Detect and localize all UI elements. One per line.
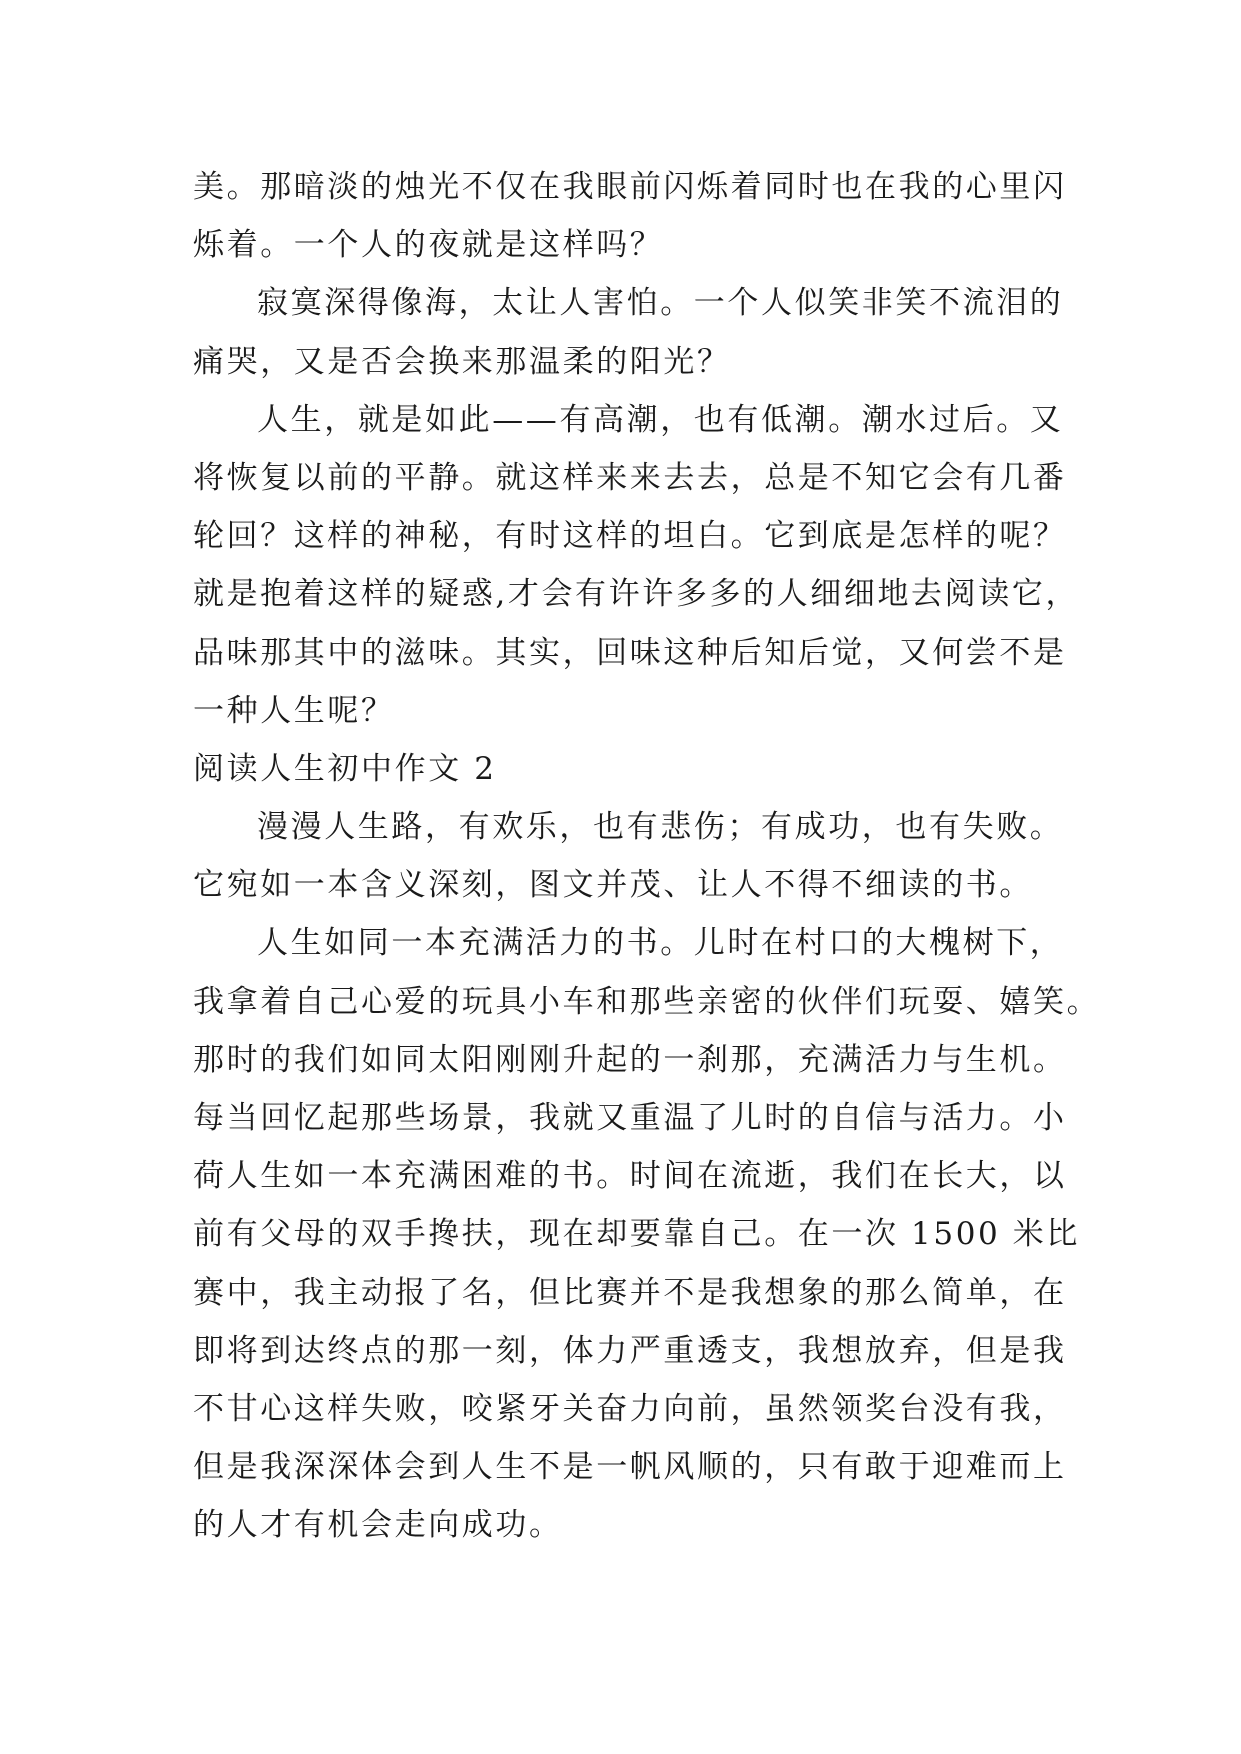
text-line: 烁着。一个人的夜就是这样吗？ bbox=[193, 227, 664, 264]
text-line: 痛哭，又是否会换来那温柔的阳光？ bbox=[193, 343, 731, 380]
text-line: 就是抱着这样的疑惑,才会有许许多多的人细细地去阅读它， bbox=[193, 576, 1080, 613]
text-line: 的人才有机会走向成功。 bbox=[193, 1507, 563, 1544]
text-line: 它宛如一本含义深刻，图文并茂、让人不得不细读的书。 bbox=[193, 867, 1033, 904]
text-line: 人生如同一本充满活力的书。儿时在村口的大槐树下， bbox=[257, 925, 1064, 962]
text-line: 将恢复以前的平静。就这样来来去去，总是不知它会有几番 bbox=[193, 459, 1067, 496]
text-line: 轮回？这样的神秘，有时这样的坦白。它到底是怎样的呢？ bbox=[193, 518, 1067, 555]
document-body bbox=[193, 158, 1101, 1555]
text-line: 每当回忆起那些场景，我就又重温了儿时的自信与活力。小 bbox=[193, 1100, 1067, 1136]
text-line: 品味那其中的滋味。其实，回味这种后知后觉，又何尝不是 bbox=[193, 634, 1067, 671]
text-line: 荷人生如一本充满困难的书。时间在流逝，我们在长大，以 bbox=[193, 1158, 1067, 1195]
section-heading: 阅读人生初中作文 2 bbox=[193, 750, 497, 787]
text-line: 寂寞深得像海，太让人害怕。一个人似笑非笑不流泪的 bbox=[257, 285, 1064, 322]
text-line: 赛中，我主动报了名，但比赛并不是我想象的那么简单，在 bbox=[193, 1274, 1067, 1311]
text-line: 不甘心这样失败，咬紧牙关奋力向前，虽然领奖台没有我， bbox=[193, 1390, 1067, 1427]
text-line: 即将到达终点的那一刻，体力严重透支，我想放弃，但是我 bbox=[193, 1332, 1067, 1369]
text-line: 美。那暗淡的烛光不仅在我眼前闪烁着同时也在我的心里闪 bbox=[193, 169, 1067, 205]
text-line: 前有父母的双手搀扶，现在却要靠自己。在一次 1500 米比 bbox=[193, 1216, 1080, 1253]
text-line: 人生，就是如此——有高潮，也有低潮。潮水过后。又 bbox=[257, 401, 1064, 438]
text-line: 那时的我们如同太阳刚刚升起的一刹那，充满活力与生机。 bbox=[193, 1041, 1067, 1078]
text-line: 但是我深深体会到人生不是一帆风顺的，只有敢于迎难而上 bbox=[193, 1449, 1067, 1486]
text-line: 我拿着自己心爱的玩具小车和那些亲密的伙伴们玩耍、嬉笑。 bbox=[193, 983, 1101, 1020]
text-line: 一种人生呢？ bbox=[193, 692, 395, 729]
text-line: 漫漫人生路，有欢乐，也有悲伤；有成功，也有失败。 bbox=[257, 809, 1064, 846]
